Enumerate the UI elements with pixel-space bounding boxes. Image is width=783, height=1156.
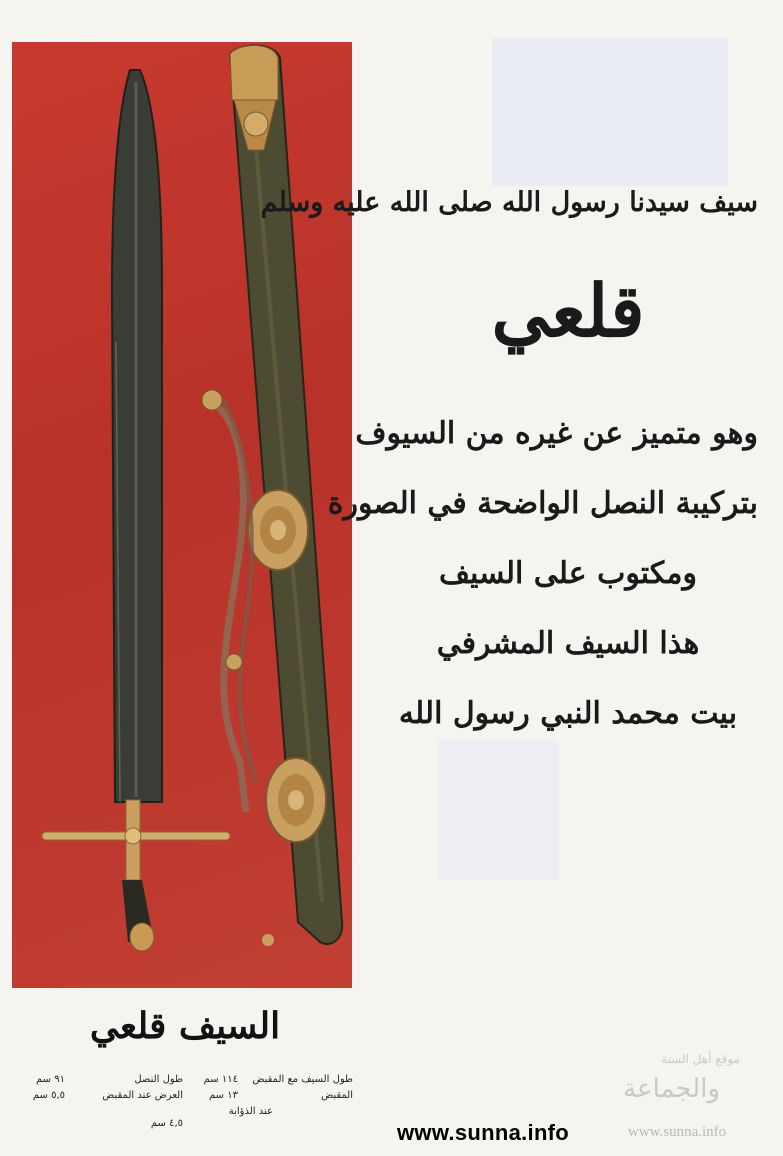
watermark-big-text: والجماعة	[623, 1074, 720, 1104]
inscription-line-5: بيت محمد النبي رسول الله	[398, 696, 738, 731]
inscription-line-2: بتركيبة النصل الواضحة في الصورة	[327, 486, 758, 521]
spec-blade-length-label: طول النصل	[134, 1074, 183, 1085]
spec-width-hilt-label: العرض عند المقبض	[102, 1090, 183, 1101]
spec-total-length-label: طول السيف مع المقبض	[252, 1074, 353, 1085]
medallion-lower	[266, 758, 326, 842]
spec-hilt-label: المقبض	[321, 1090, 353, 1101]
spec-width-tip-value: ٤,٥ سم	[150, 1118, 183, 1129]
spec-width-hilt-value: ٥,٥ سم	[32, 1090, 65, 1101]
medallion-upper	[248, 490, 308, 570]
sword-name: قلعي	[491, 268, 645, 353]
show-through-block	[492, 38, 728, 186]
calligraphy-block	[260, 180, 758, 746]
watermark-logo	[600, 1052, 760, 1112]
inscription-line-1: وهو متميز عن غيره من السيوف	[355, 416, 758, 451]
inscription-line-4: هذا السيف المشرفي	[436, 626, 700, 661]
watermark-url: www.sunna.info	[628, 1124, 727, 1140]
inscription-title: سيف سيدنا رسول الله صلى الله عليه وسلم	[260, 187, 758, 218]
show-through-block	[438, 740, 558, 880]
spec-width-tip-label: عند الذؤابة	[228, 1106, 273, 1117]
spec-total-length-value: ١١٤ سم	[203, 1074, 238, 1085]
spec-hilt-value: ١٣ سم	[209, 1090, 238, 1101]
spec-blade-length-value: ٩١ سم	[36, 1074, 65, 1085]
strap	[212, 402, 246, 812]
scabbard-locket	[230, 45, 278, 100]
footer-url[interactable]: www.sunna.info	[397, 1120, 570, 1145]
watermark-small-text: موقع أهل السنة	[661, 1052, 740, 1066]
inscription-line-3: ومكتوب على السيف	[439, 556, 697, 591]
photo-caption: السيف قلعي	[89, 1005, 281, 1047]
pommel	[130, 923, 154, 951]
